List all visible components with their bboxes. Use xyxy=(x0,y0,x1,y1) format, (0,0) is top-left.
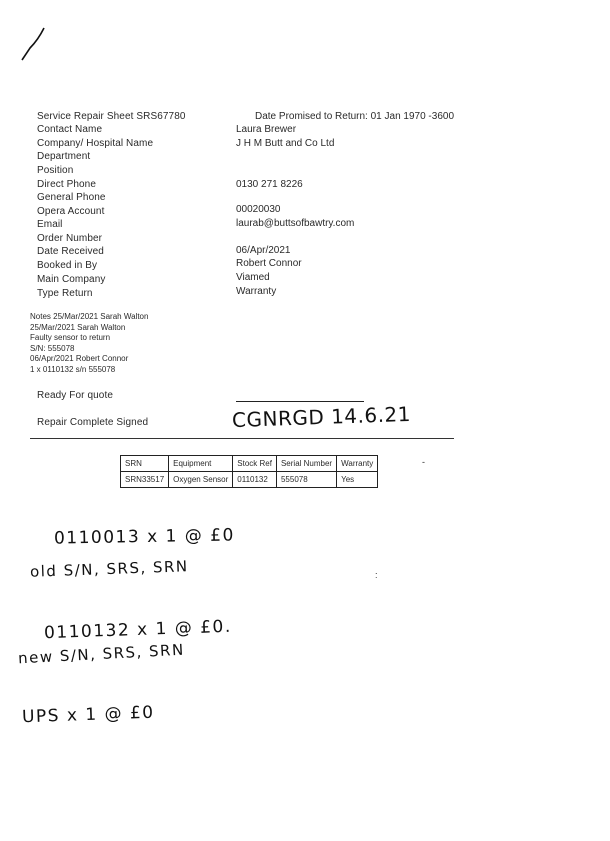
field-value: Robert Connor xyxy=(236,258,302,269)
divider xyxy=(30,438,454,439)
field-value: laurab@buttsofbawtry.com xyxy=(236,218,355,229)
field-label: Booked in By xyxy=(37,260,98,271)
field-value: 06/Apr/2021 xyxy=(236,245,291,256)
ready-for-quote-label: Ready For quote xyxy=(37,390,113,401)
field-label: General Phone xyxy=(37,192,106,203)
notes-block xyxy=(30,312,148,375)
note-line: 25/Mar/2021 Sarah Walton xyxy=(30,322,126,332)
table-cell: Oxygen Sensor xyxy=(169,472,233,488)
stray-mark: : xyxy=(375,570,378,580)
table-row xyxy=(121,472,378,488)
note-line: Faulty sensor to return xyxy=(30,333,111,342)
field-label: Position xyxy=(37,165,74,176)
field-label: Order Number xyxy=(37,233,103,244)
table-header-row xyxy=(121,456,378,472)
table-cell: Yes xyxy=(337,472,378,488)
quote-signature-line xyxy=(236,401,364,402)
field-value: Laura Brewer xyxy=(236,124,297,135)
stray-mark: - xyxy=(422,457,425,467)
field-label: Contact Name xyxy=(37,124,103,135)
signature: CGNRGD 14.6.21 xyxy=(231,401,412,433)
col-header-equipment: Equipment xyxy=(169,456,233,472)
field-value: 0130 271 8226 xyxy=(236,179,303,190)
repair-complete-label: Repair Complete Signed xyxy=(37,417,149,428)
handwritten-line: 0110013 x 1 @ £0 xyxy=(53,525,236,549)
handwritten-line: new S/N, SRS, SRN xyxy=(17,640,186,668)
col-header-srn: SRN xyxy=(121,456,169,472)
col-header-stock-ref: Stock Ref xyxy=(233,456,277,472)
note-line: S/N: 555078 xyxy=(30,343,75,353)
field-label: Company/ Hospital Name xyxy=(37,138,154,149)
date-promised: Date Promised to Return: 01 Jan 1970 -3600 xyxy=(255,111,455,122)
field-value: Viamed xyxy=(236,272,270,283)
field-value: 00020030 xyxy=(236,204,281,215)
field-value: J H M Butt and Co Ltd xyxy=(236,138,335,149)
field-label: Department xyxy=(37,151,91,162)
field-value: Warranty xyxy=(236,286,277,297)
table-cell: 0110132 xyxy=(233,472,277,488)
field-label: Email xyxy=(37,219,63,230)
handwritten-line: 0110132 x 1 @ £0. xyxy=(43,616,233,644)
field-label: Date Received xyxy=(37,246,104,257)
handwritten-line: old S/N, SRS, SRN xyxy=(29,557,189,581)
handwritten-line: UPS x 1 @ £0 xyxy=(21,702,155,728)
field-label: Type Return xyxy=(37,288,93,299)
field-label: Direct Phone xyxy=(37,179,97,190)
col-header-warranty: Warranty xyxy=(337,456,378,472)
parts-table xyxy=(120,455,378,488)
note-line: 06/Apr/2021 Robert Connor xyxy=(30,354,129,363)
field-label: Opera Account xyxy=(37,206,105,217)
col-header-serial: Serial Number xyxy=(276,456,336,472)
table-cell: 555078 xyxy=(276,472,336,488)
sheet-title: Service Repair Sheet SRS67780 xyxy=(37,111,186,122)
field-label: Main Company xyxy=(37,274,106,285)
note-line: Notes 25/Mar/2021 Sarah Walton xyxy=(30,312,149,321)
table-cell: SRN33517 xyxy=(121,472,169,488)
note-line: 1 x 0110132 s/n 555078 xyxy=(30,364,116,374)
pen-stroke xyxy=(18,24,48,64)
